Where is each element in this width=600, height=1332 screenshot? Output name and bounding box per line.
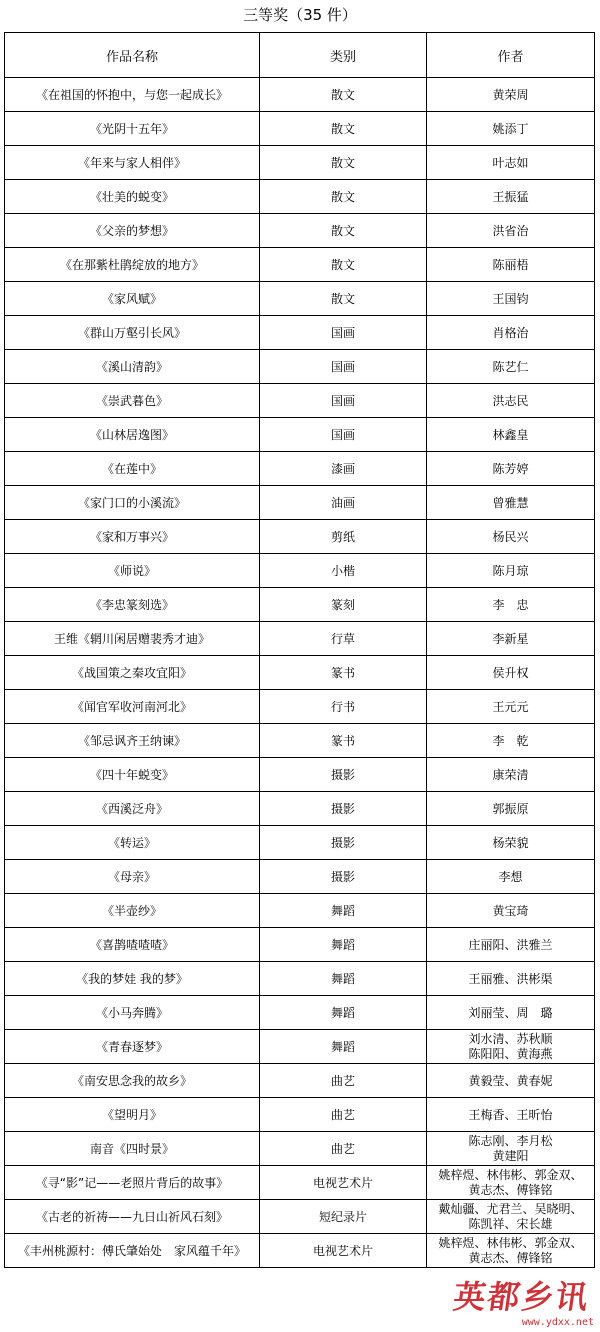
table-row	[5, 554, 595, 588]
cell-category: 国画	[260, 418, 427, 452]
header-category: 类别	[260, 33, 427, 78]
cell-category: 摄影	[260, 758, 427, 792]
cell-author: 庄丽阳、洪雅兰	[427, 928, 595, 962]
table-row	[5, 622, 595, 656]
cell-work-name: 《在祖国的怀抱中，与您一起成长》	[5, 78, 260, 112]
cell-work-name: 《师说》	[5, 554, 260, 588]
cell-category: 电视艺术片	[260, 1166, 427, 1200]
table-row	[5, 1200, 595, 1234]
cell-work-name: 《我的梦娃 我的梦》	[5, 962, 260, 996]
cell-category: 油画	[260, 486, 427, 520]
cell-author: 李新星	[427, 622, 595, 656]
table-row	[5, 1064, 595, 1098]
cell-category: 散文	[260, 214, 427, 248]
cell-work-name: 《溪山清韵》	[5, 350, 260, 384]
table-row	[5, 758, 595, 792]
table-row	[5, 520, 595, 554]
page-title: 三等奖（35 件）	[243, 6, 357, 24]
table-row	[5, 350, 595, 384]
cell-category: 散文	[260, 248, 427, 282]
cell-author: 姚梓煜、林伟彬、郭金双、 黄志杰、傅锋铭	[427, 1234, 595, 1268]
cell-work-name: 《半壶纱》	[5, 894, 260, 928]
cell-category: 短纪录片	[260, 1200, 427, 1234]
cell-work-name: 《李忠篆刻选》	[5, 588, 260, 622]
cell-work-name: 南音《四时景》	[5, 1132, 260, 1166]
table-row	[5, 894, 595, 928]
table-row	[5, 826, 595, 860]
cell-author: 洪省治	[427, 214, 595, 248]
watermark-logo-text: 英都乡讯	[451, 1278, 593, 1316]
table-row	[5, 962, 595, 996]
cell-author: 王丽雅、洪彬渠	[427, 962, 595, 996]
cell-category: 国画	[260, 350, 427, 384]
table-row	[5, 656, 595, 690]
table-row	[5, 1132, 595, 1166]
cell-work-name: 王维《辋川闲居赠裴秀才迪》	[5, 622, 260, 656]
cell-category: 摄影	[260, 826, 427, 860]
cell-category: 篆书	[260, 656, 427, 690]
table-row	[5, 248, 595, 282]
cell-category: 国画	[260, 384, 427, 418]
cell-author: 杨民兴	[427, 520, 595, 554]
table-row	[5, 78, 595, 112]
cell-work-name: 《母亲》	[5, 860, 260, 894]
cell-work-name: 《青春逐梦》	[5, 1030, 260, 1064]
cell-author: 刘丽莹、周 璐	[427, 996, 595, 1030]
cell-author: 杨荣貌	[427, 826, 595, 860]
cell-work-name: 《闻官军收河南河北》	[5, 690, 260, 724]
cell-author: 陈艺仁	[427, 350, 595, 384]
table-row	[5, 146, 595, 180]
table-row	[5, 214, 595, 248]
table-row	[5, 792, 595, 826]
cell-work-name: 《寻“影”记——老照片背后的故事》	[5, 1166, 260, 1200]
cell-author: 肖格治	[427, 316, 595, 350]
cell-work-name: 《父亲的梦想》	[5, 214, 260, 248]
cell-author: 郭振原	[427, 792, 595, 826]
cell-author: 林鑫皇	[427, 418, 595, 452]
table-row	[5, 724, 595, 758]
table-row	[5, 418, 595, 452]
cell-work-name: 《在莲中》	[5, 452, 260, 486]
cell-author: 黄荣周	[427, 78, 595, 112]
cell-category: 舞蹈	[260, 1030, 427, 1064]
table-row	[5, 1098, 595, 1132]
cell-work-name: 《喜鹊喳喳喳》	[5, 928, 260, 962]
cell-author: 曾雅慧	[427, 486, 595, 520]
cell-category: 剪纸	[260, 520, 427, 554]
header-author: 作者	[427, 33, 595, 78]
cell-category: 摄影	[260, 792, 427, 826]
cell-author: 姚梓煜、林伟彬、郭金双、 黄志杰、傅锋铭	[427, 1166, 595, 1200]
cell-category: 舞蹈	[260, 928, 427, 962]
cell-author: 王国钧	[427, 282, 595, 316]
cell-work-name: 《家和万事兴》	[5, 520, 260, 554]
cell-author: 侯升权	[427, 656, 595, 690]
cell-work-name: 《四十年蜕变》	[5, 758, 260, 792]
table-row	[5, 282, 595, 316]
cell-category: 曲艺	[260, 1064, 427, 1098]
cell-category: 篆刻	[260, 588, 427, 622]
cell-author: 黄宝琦	[427, 894, 595, 928]
table-row	[5, 996, 595, 1030]
cell-author: 王梅香、王昕怡	[427, 1098, 595, 1132]
cell-work-name: 《家门口的小溪流》	[5, 486, 260, 520]
cell-category: 舞蹈	[260, 996, 427, 1030]
table-row	[5, 112, 595, 146]
cell-work-name: 《邹忌讽齐王纳谏》	[5, 724, 260, 758]
table-row	[5, 1166, 595, 1200]
table-row	[5, 690, 595, 724]
cell-work-name: 《群山万壑引长风》	[5, 316, 260, 350]
cell-author: 黄毅莹、黄春妮	[427, 1064, 595, 1098]
cell-category: 曲艺	[260, 1098, 427, 1132]
cell-category: 漆画	[260, 452, 427, 486]
site-watermark	[446, 1270, 596, 1328]
cell-author: 李 乾	[427, 724, 595, 758]
cell-work-name: 《光阴十五年》	[5, 112, 260, 146]
cell-category: 摄影	[260, 860, 427, 894]
cell-author: 康荣清	[427, 758, 595, 792]
header-work-name: 作品名称	[5, 33, 260, 78]
watermark-url: www.ydxx.net	[521, 1317, 594, 1328]
table-row	[5, 486, 595, 520]
cell-category: 行书	[260, 690, 427, 724]
table-row	[5, 1030, 595, 1064]
cell-work-name: 《西溪泛舟》	[5, 792, 260, 826]
cell-category: 电视艺术片	[260, 1234, 427, 1268]
cell-category: 散文	[260, 146, 427, 180]
cell-work-name: 《转运》	[5, 826, 260, 860]
cell-author: 王振猛	[427, 180, 595, 214]
cell-work-name: 《在那紫杜鹃绽放的地方》	[5, 248, 260, 282]
table-row	[5, 1234, 595, 1268]
cell-category: 曲艺	[260, 1132, 427, 1166]
table-row	[5, 180, 595, 214]
cell-category: 散文	[260, 112, 427, 146]
cell-category: 舞蹈	[260, 894, 427, 928]
cell-category: 国画	[260, 316, 427, 350]
table-row	[5, 384, 595, 418]
cell-work-name: 《丰州桃源村：傅氏肇始处 家风蕴千年》	[5, 1234, 260, 1268]
cell-work-name: 《崇武暮色》	[5, 384, 260, 418]
cell-category: 篆书	[260, 724, 427, 758]
cell-category: 散文	[260, 282, 427, 316]
cell-author: 姚添丁	[427, 112, 595, 146]
cell-work-name: 《望明月》	[5, 1098, 260, 1132]
table-header-row	[5, 33, 595, 78]
cell-author: 刘水清、苏秋顺 陈阳阳、黄海燕	[427, 1030, 595, 1064]
cell-work-name: 《战国策之秦攻宜阳》	[5, 656, 260, 690]
cell-author: 戴灿疆、尤君兰、吴晓明、 陈凯祥、宋长雄	[427, 1200, 595, 1234]
table-row	[5, 860, 595, 894]
cell-category: 散文	[260, 180, 427, 214]
cell-work-name: 《小马奔腾》	[5, 996, 260, 1030]
cell-author: 陈丽梧	[427, 248, 595, 282]
awards-table	[4, 32, 595, 1268]
cell-category: 散文	[260, 78, 427, 112]
table-row	[5, 452, 595, 486]
table-row	[5, 588, 595, 622]
table-row	[5, 928, 595, 962]
cell-author: 李 忠	[427, 588, 595, 622]
table-body	[5, 78, 595, 1268]
cell-category: 行草	[260, 622, 427, 656]
cell-author: 叶志如	[427, 146, 595, 180]
cell-work-name: 《南安思念我的故乡》	[5, 1064, 260, 1098]
cell-work-name: 《古老的祈祷——九日山祈风石刻》	[5, 1200, 260, 1234]
cell-work-name: 《山林居逸图》	[5, 418, 260, 452]
cell-author: 陈月琼	[427, 554, 595, 588]
cell-category: 舞蹈	[260, 962, 427, 996]
table-row	[5, 316, 595, 350]
cell-category: 小楷	[260, 554, 427, 588]
cell-author: 陈志刚、李月松 黄建阳	[427, 1132, 595, 1166]
cell-work-name: 《壮美的蜕变》	[5, 180, 260, 214]
cell-work-name: 《年来与家人相伴》	[5, 146, 260, 180]
cell-author: 王元元	[427, 690, 595, 724]
cell-author: 李想	[427, 860, 595, 894]
cell-author: 洪志民	[427, 384, 595, 418]
cell-author: 陈芳婷	[427, 452, 595, 486]
cell-work-name: 《家风赋》	[5, 282, 260, 316]
